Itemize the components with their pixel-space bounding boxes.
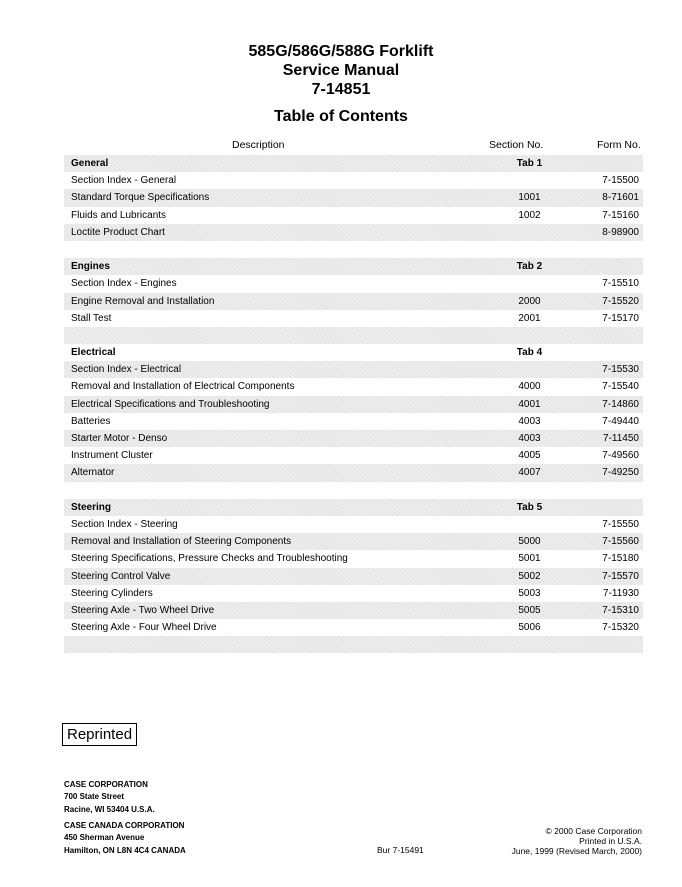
- row-form-number: 7-49250: [602, 467, 639, 479]
- row-description: Steering Axle - Four Wheel Drive: [71, 622, 217, 634]
- row-form-number: 7-15310: [602, 604, 639, 616]
- row-form-number: 7-15560: [602, 536, 639, 548]
- row-form-number: 7-15570: [602, 570, 639, 582]
- row-description: Engines: [71, 261, 110, 273]
- section-header-row: [64, 344, 643, 361]
- column-header-description: Description: [232, 139, 285, 151]
- row-section-number: 2000: [518, 295, 541, 307]
- row-description: Steering Axle - Two Wheel Drive: [71, 604, 215, 616]
- row-section-number: 2001: [518, 312, 541, 324]
- row-section-number: 5001: [518, 553, 541, 565]
- toc-row: [64, 207, 643, 224]
- printed-line: Printed in U.S.A.: [579, 836, 642, 846]
- address-line: 450 Sherman Avenue: [64, 833, 145, 843]
- row-description: Batteries: [71, 415, 111, 427]
- toc-row: [64, 447, 643, 464]
- row-form-number: 7-11450: [603, 433, 639, 444]
- row-section-number: 5006: [518, 622, 541, 634]
- row-section-number: Tab 1: [516, 158, 543, 169]
- row-section-number: 4003: [518, 433, 541, 444]
- row-form-number: 7-15160: [602, 209, 639, 221]
- row-form-number: 7-14860: [602, 398, 639, 410]
- row-form-number: 7-49440: [602, 415, 639, 427]
- row-description: Steering: [71, 501, 112, 513]
- row-form-number: 8-71601: [602, 192, 639, 204]
- toc-row: [64, 224, 643, 241]
- column-header-form: Form No.: [597, 139, 641, 151]
- address-case-canada: [64, 820, 186, 857]
- row-section-number: 5000: [518, 536, 541, 548]
- toc-title: Table of Contents: [274, 108, 408, 125]
- row-form-number: 7-15540: [602, 381, 639, 393]
- row-description: Electrical Specifications and Troubleshooting: [71, 398, 270, 410]
- section-header-row: [64, 258, 643, 275]
- row-description: Section Index - Steering: [71, 518, 178, 530]
- row-form-number: 7-11930: [603, 587, 639, 599]
- toc-row: [64, 172, 643, 189]
- toc-row: [64, 533, 643, 550]
- spacer-row: [64, 482, 643, 499]
- row-form-number: 7-15550: [602, 518, 639, 530]
- row-section-number: 1001: [518, 192, 541, 204]
- toc-row: [64, 464, 643, 481]
- row-form-number: 7-15180: [602, 553, 639, 565]
- row-form-number: 7-49560: [602, 450, 639, 462]
- row-description: General: [71, 158, 109, 169]
- row-description: Section Index - Engines: [71, 278, 177, 290]
- row-section-number: 5005: [518, 604, 541, 616]
- row-section-number: Tab 4: [516, 347, 543, 359]
- row-form-number: 7-15500: [602, 175, 639, 187]
- copyright-block: [512, 826, 642, 856]
- row-description: Engine Removal and Installation: [71, 295, 215, 307]
- row-description: Steering Cylinders: [71, 587, 153, 599]
- row-form-number: 7-15510: [602, 278, 639, 290]
- manual-subtitle: Service Manual: [282, 62, 400, 79]
- spacer-row: [64, 241, 643, 258]
- toc-row: [64, 396, 643, 413]
- row-description: Loctite Product Chart: [71, 226, 165, 238]
- row-section-number: Tab 5: [516, 501, 543, 513]
- row-description: Stall Test: [71, 312, 112, 324]
- row-section-number: Tab 2: [516, 261, 543, 273]
- bur-number: Bur 7-15491: [377, 845, 424, 855]
- toc-row: [64, 361, 643, 378]
- row-description: Removal and Installation of Steering Components: [71, 536, 292, 548]
- row-description: Steering Specifications, Pressure Checks and Troubleshooting: [71, 553, 348, 565]
- toc-row: [64, 516, 643, 533]
- date-line: June, 1999 (Revised March, 2000): [511, 846, 642, 856]
- spacer-row: [64, 636, 643, 653]
- row-section-number: 5003: [518, 587, 541, 599]
- row-description: Starter Motor - Denso: [71, 433, 168, 444]
- toc-row: [64, 293, 643, 310]
- spacer-row: [64, 327, 643, 344]
- row-section-number: 4005: [518, 450, 541, 462]
- row-section-number: 4001: [518, 398, 541, 410]
- row-form-number: 7-15170: [602, 312, 639, 324]
- row-section-number: 5002: [518, 570, 541, 582]
- toc-row: [64, 568, 643, 585]
- manual-title: 585G/586G/588G Forklift: [248, 43, 434, 60]
- row-form-number: 7-15320: [602, 622, 639, 634]
- toc-row: [64, 550, 643, 567]
- toc-row: [64, 413, 643, 430]
- column-header-section: Section No.: [489, 139, 544, 151]
- address-line: Hamilton, ON L8N 4C4 CANADA: [64, 845, 186, 855]
- address-line: 700 State Street: [64, 792, 125, 802]
- address-case: [64, 779, 155, 816]
- reprinted-stamp: Reprinted: [62, 723, 137, 746]
- toc-table: [64, 155, 643, 653]
- toc-row: [64, 189, 643, 206]
- title-block: [0, 42, 682, 126]
- row-description: Section Index - General: [71, 175, 177, 187]
- toc-row: [64, 619, 643, 636]
- address-line: Racine, WI 53404 U.S.A.: [64, 804, 155, 814]
- row-form-number: 7-15520: [602, 295, 639, 307]
- toc-row: [64, 430, 643, 447]
- address-line: CASE CORPORATION: [64, 780, 148, 789]
- toc-row: [64, 585, 643, 602]
- manual-number: 7-14851: [311, 81, 371, 98]
- row-description: Removal and Installation of Electrical Components: [71, 381, 295, 393]
- row-description: Alternator: [71, 467, 115, 479]
- toc-row: [64, 378, 643, 395]
- row-description: Steering Control Valve: [71, 570, 171, 582]
- toc-row: [64, 310, 643, 327]
- row-form-number: 7-15530: [602, 364, 639, 376]
- row-description: Fluids and Lubricants: [71, 209, 167, 221]
- row-description: Instrument Cluster: [71, 450, 153, 462]
- row-section-number: 4007: [518, 467, 541, 479]
- address-line: CASE CANADA CORPORATION: [64, 821, 185, 830]
- row-section-number: 4003: [518, 415, 541, 427]
- row-description: Electrical: [71, 347, 116, 359]
- copyright-line: © 2000 Case Corporation: [545, 826, 642, 836]
- row-section-number: 1002: [518, 209, 541, 221]
- section-header-row: [64, 155, 643, 172]
- row-section-number: 4000: [518, 381, 541, 393]
- row-description: Standard Torque Specifications: [71, 192, 210, 204]
- toc-row: [64, 275, 643, 292]
- row-description: Section Index - Electrical: [71, 364, 182, 376]
- row-form-number: 8-98900: [602, 226, 639, 238]
- section-header-row: [64, 499, 643, 516]
- toc-row: [64, 602, 643, 619]
